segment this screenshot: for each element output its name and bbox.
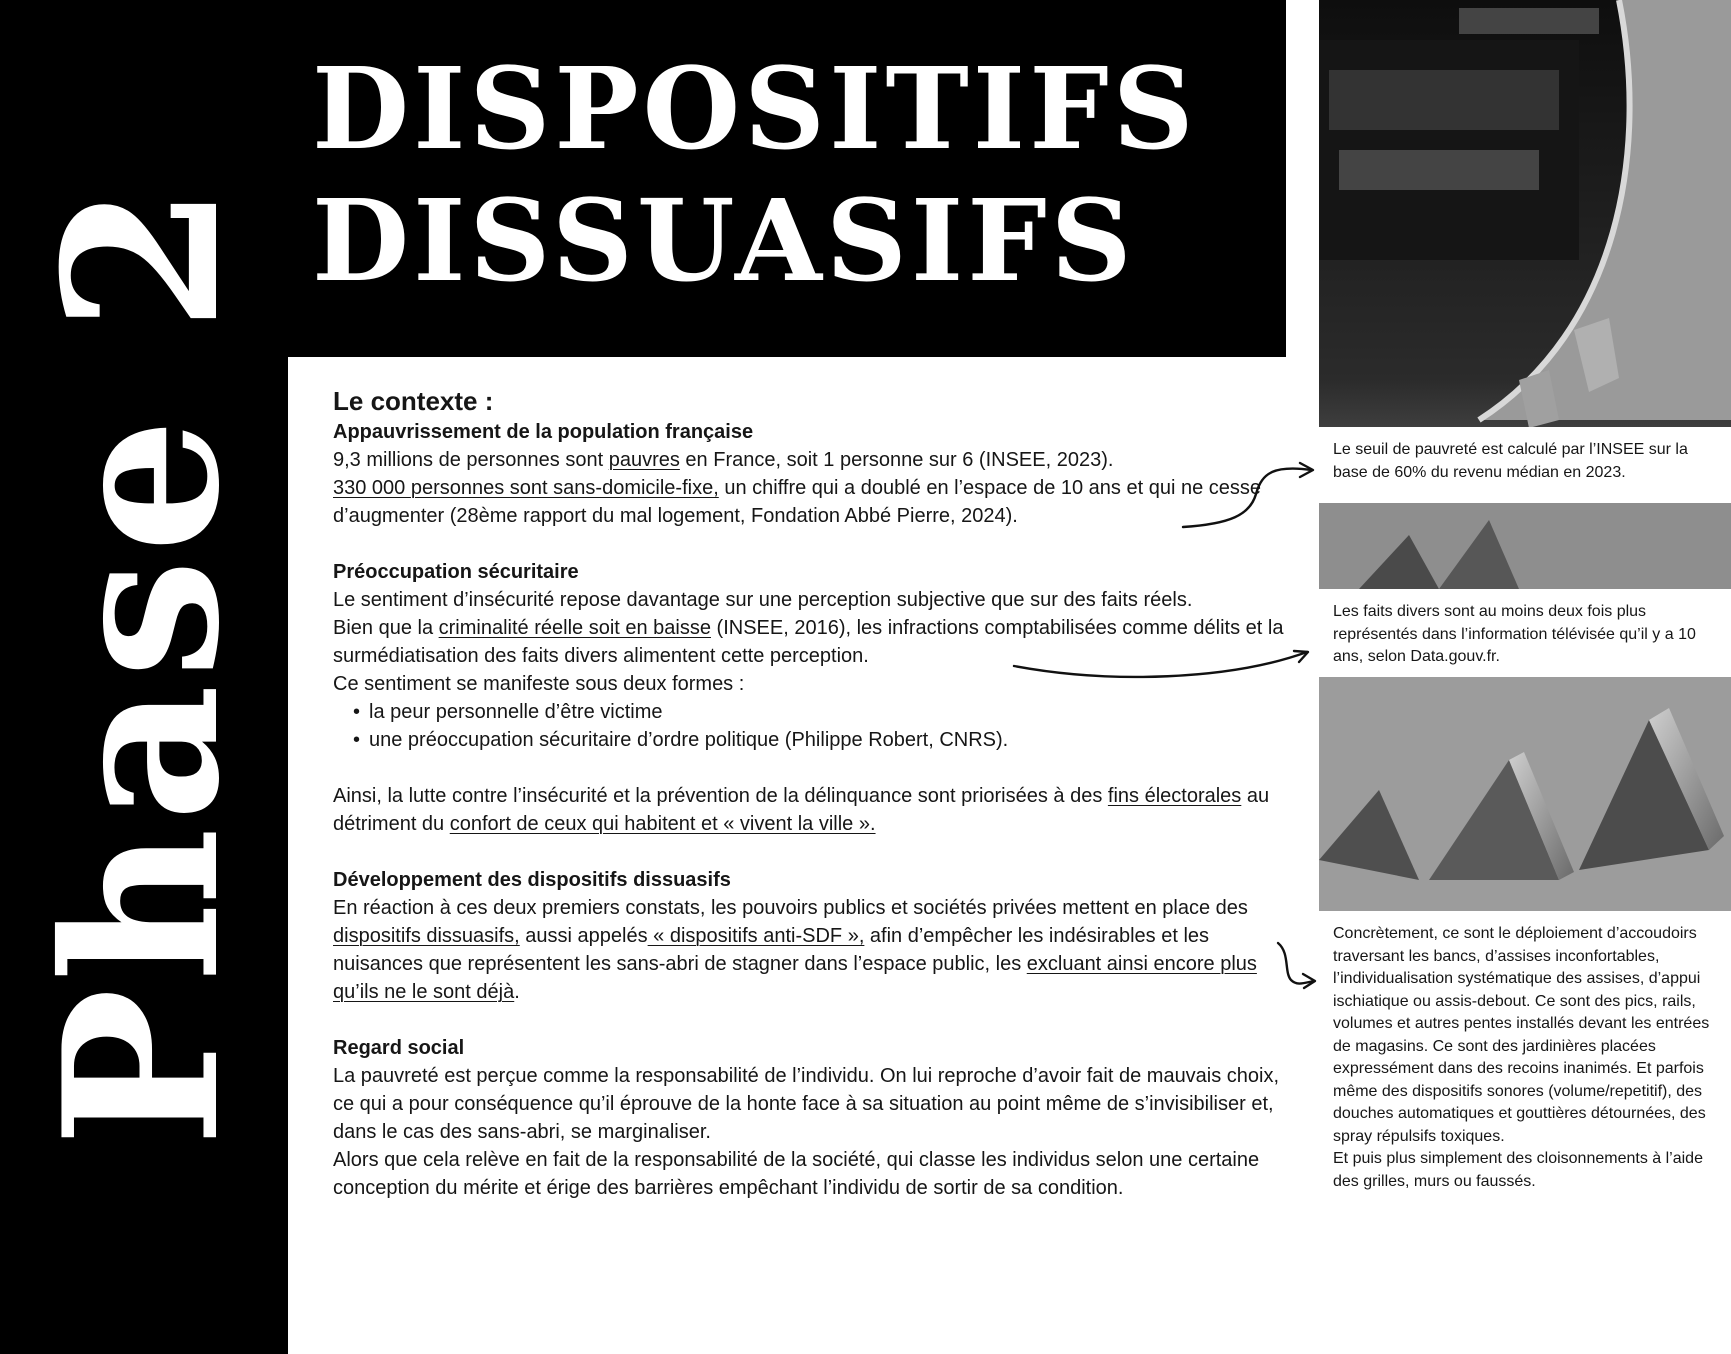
title-line-1: DISPOSITIFS bbox=[312, 44, 1198, 175]
section-title-devices: Développement des dispositifs dissuasifs bbox=[333, 869, 731, 891]
page-title bbox=[312, 44, 1198, 308]
link-confort[interactable]: confort de ceux qui habitent et « vivent la ville ». bbox=[449, 813, 876, 835]
link-pauvres[interactable]: pauvres bbox=[608, 449, 680, 471]
text: 9,3 millions de personnes sont bbox=[333, 449, 609, 471]
section-title-security: Préoccupation sécuritaire bbox=[333, 561, 579, 583]
link-dispositifs-dissuasifs[interactable]: dispositifs dissuasifs, bbox=[333, 925, 520, 947]
note-concretement bbox=[1319, 911, 1731, 1251]
link-fins-electorales[interactable]: fins électorales bbox=[1107, 785, 1242, 807]
poverty-paragraph-1 bbox=[333, 446, 1293, 474]
social-paragraph-1: La pauvreté est perçue comme la responsabilité de l’individu. On lui reproche d’avoir fait de mauvais choix, ce qui a pour conséquence qu’il éprouve de la honte face à sa situation au point même de s’invisibiliser et, dans le cas des sans-abri, se marginaliser. bbox=[333, 1065, 1280, 1143]
social-paragraph-2: Alors que cela relève en fait de la responsabilité de la société, qui classe les individus selon une certaine conception du mérite et érige des barrières empêchant l’individu de sortir de sa condition. bbox=[333, 1149, 1260, 1199]
link-excluant[interactable]: excluant ainsi encore plus qu’ils ne le sont déjà bbox=[333, 953, 1257, 1003]
link-anti-sdf[interactable]: « dispositifs anti-SDF », bbox=[647, 925, 865, 947]
link-sdf[interactable]: 330 000 personnes sont sans-domicile-fixe, bbox=[333, 477, 719, 499]
section-title-social: Regard social bbox=[333, 1037, 465, 1059]
security-paragraph-1: Le sentiment d’insécurité repose davantage sur une perception subjective que sur des faits réels. bbox=[333, 589, 1193, 611]
text: En réaction à ces deux premiers constats, les pouvoirs publics et sociétés privées mettent en place des bbox=[333, 897, 1248, 919]
text: Bien que la bbox=[333, 617, 439, 639]
text: un chiffre qui a doublé en l’espace de 10 ans et qui ne cesse d’augmenter (28ème rapport du mal logement, Fondation Abbé Pierre, 2024). bbox=[333, 477, 1262, 527]
context-section bbox=[333, 384, 1293, 1202]
devices-paragraph bbox=[333, 894, 1293, 1006]
spacer bbox=[333, 838, 1293, 866]
text: afin d’empêcher les indésirables et les nuisances que représentent les sans-abri de stagner dans l’espace public, les bbox=[333, 925, 1210, 975]
text: (INSEE, 2016), les infractions comptabilisées comme délits et la surmédiatisation des faits divers alimentent cette perception. bbox=[333, 617, 1284, 667]
text: . bbox=[514, 981, 520, 1003]
section-title-poverty: Appauvrissement de la population française bbox=[333, 421, 754, 443]
list-item: • la peur personnelle d’être victime bbox=[353, 698, 1293, 726]
note-concretement-text-2: Et puis plus simplement des cloisonnements à l’aide des grilles, murs ou faussés. bbox=[1333, 1150, 1703, 1190]
link-criminalite[interactable]: criminalité réelle soit en baisse bbox=[438, 617, 711, 639]
note-concretement-text: Concrètement, ce sont le déploiement d’accoudoirs traversant les bancs, d’assises inconfortables, l’individualisation systématique des assises, d’appui ischiatique ou assis-debout. Ce sont des pics, rails, volumes et autres pentes installés devant les entrées de magasins. Ce sont des jardinières placées expressément dans des recoins inanimés. Et parfois même des dispositifs sonores (volume/repetitif), des douches automatiques et gouttières détournées, des spray répulsifs toxiques. bbox=[1333, 925, 1710, 1145]
spacer bbox=[333, 1006, 1293, 1034]
text: Ainsi, la lutte contre l’insécurité et la prévention de la délinquance sont priorisées à des bbox=[333, 785, 1108, 807]
title-line-2: DISSUASIFS bbox=[312, 176, 1136, 307]
spacer bbox=[333, 530, 1293, 558]
list-item: • une préoccupation sécuritaire d’ordre politique (Philippe Robert, CNRS). bbox=[353, 726, 1293, 754]
note-poverty-threshold: Le seuil de pauvreté est calculé par l’INSEE sur la base de 60% du revenu médian en 2023. bbox=[1319, 427, 1731, 503]
context-heading: Le contexte : bbox=[333, 386, 494, 416]
security-paragraph-4 bbox=[333, 782, 1293, 838]
note-faits-divers: Les faits divers sont au moins deux fois plus représentés dans l’information télévisée qu’il y a 10 ans, selon Data.gouv.fr. bbox=[1319, 589, 1731, 677]
text: en France, soit 1 personne sur 6 (INSEE, 2023). bbox=[679, 449, 1114, 471]
text: aussi appelés bbox=[519, 925, 648, 947]
text: au détriment du bbox=[333, 785, 1270, 835]
security-paragraph-2 bbox=[333, 614, 1293, 670]
security-list bbox=[333, 698, 1293, 754]
spacer bbox=[333, 754, 1293, 782]
poverty-paragraph-2 bbox=[333, 474, 1293, 530]
phase-label: Phase 2 bbox=[17, 178, 266, 1148]
security-paragraph-3: Ce sentiment se manifeste sous deux formes : bbox=[333, 673, 745, 695]
